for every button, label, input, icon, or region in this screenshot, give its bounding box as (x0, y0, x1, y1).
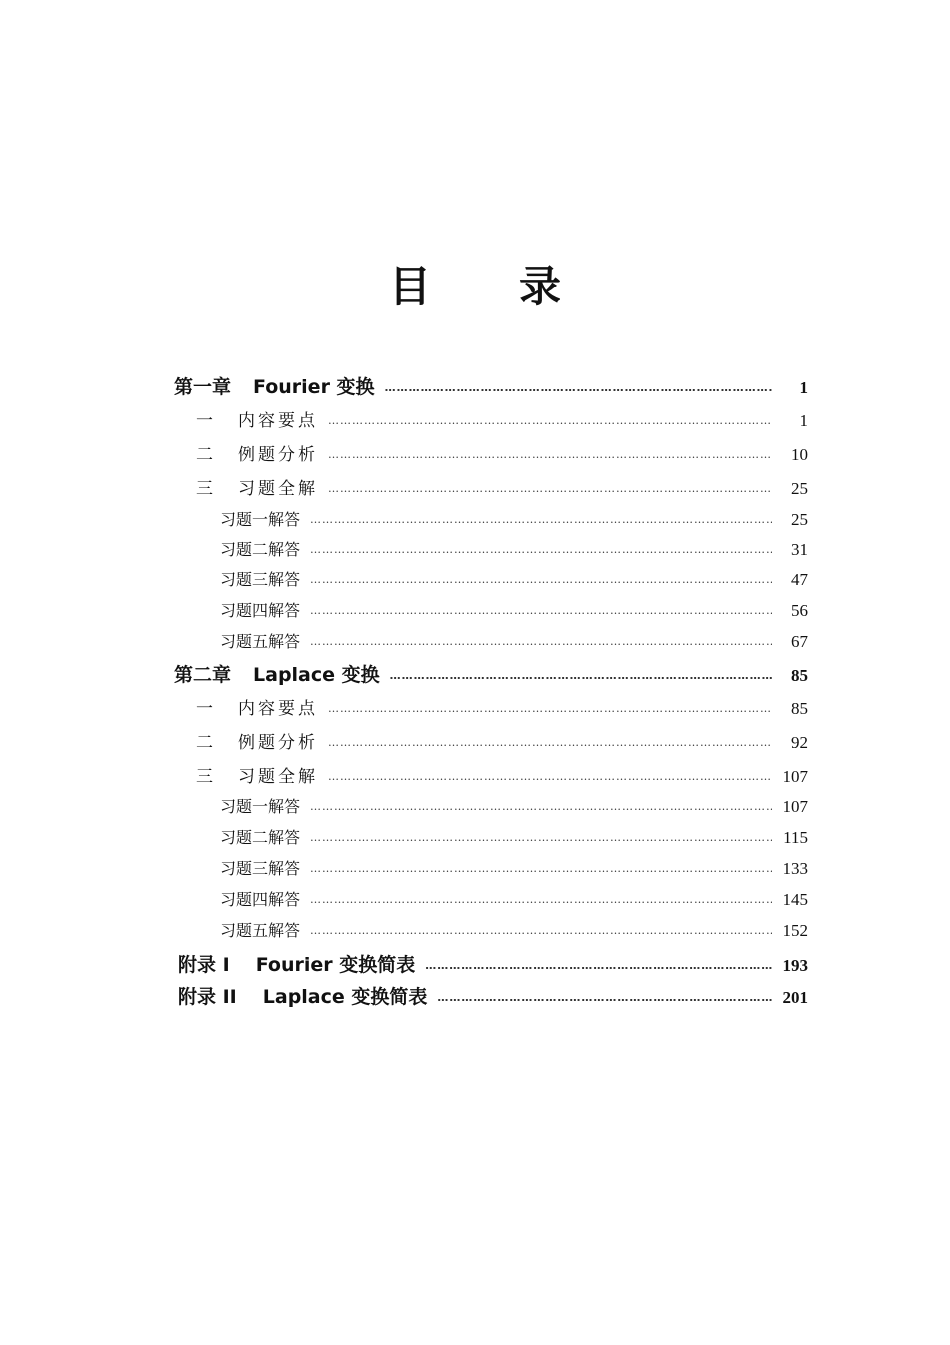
dot-leader (310, 628, 772, 656)
toc-entry-sub (220, 566, 808, 594)
toc-entry-text: 习题一解答 (220, 797, 301, 816)
toc-entry-label (196, 729, 318, 757)
toc-entry-number: 第一章 (174, 376, 232, 398)
toc-entry-page: 107 (782, 767, 808, 786)
toc-entry-label (196, 441, 318, 469)
toc-entry-sub (220, 536, 808, 564)
toc-entry-label (174, 373, 375, 401)
toc-entry-page: 201 (782, 988, 808, 1007)
toc-entry-text: 习题二解答 (220, 828, 301, 847)
toc-entry-text: 习题二解答 (220, 540, 301, 559)
toc-entry-label (220, 886, 300, 914)
toc-entry-text: 例题分析 (238, 445, 318, 465)
toc-entry-page: 47 (791, 570, 808, 589)
toc-entry-label (220, 597, 300, 625)
toc-entry-text: 习题全解 (238, 479, 318, 499)
toc-entry-text: 例题分析 (238, 733, 318, 753)
toc-entry-sub (220, 824, 808, 852)
toc-entry-label (220, 506, 300, 534)
toc-entry-section (196, 475, 808, 503)
toc-entry-sub (220, 793, 808, 821)
toc-entry-label (220, 793, 300, 821)
toc-entry-label (220, 566, 300, 594)
toc-entry-page: 67 (791, 632, 808, 651)
toc-entry-sub (220, 855, 808, 883)
dot-leader (425, 952, 772, 980)
toc-entry-text: 习题五解答 (220, 632, 301, 651)
toc-entry-section (196, 441, 808, 469)
dot-leader (310, 886, 772, 914)
toc-entry-chapter (174, 661, 808, 689)
toc-entry-page: 92 (791, 733, 808, 752)
dot-leader (437, 984, 772, 1012)
toc-entry-section (196, 729, 808, 757)
dot-leader (310, 824, 772, 852)
toc-entry-page: 56 (791, 601, 808, 620)
toc-entry-number: 一 (196, 411, 216, 431)
toc-entry-page: 31 (791, 540, 808, 559)
toc-entry-page: 107 (782, 797, 808, 816)
toc-entry-section (196, 407, 808, 435)
dot-leader (328, 763, 772, 791)
dot-leader (328, 475, 772, 503)
toc-entry-number: 三 (196, 479, 216, 499)
toc-entry-label (220, 824, 300, 852)
toc-entry-page: 145 (782, 890, 808, 909)
toc-entry-section (196, 763, 808, 791)
dot-leader (310, 855, 772, 883)
toc-entry-page: 25 (791, 510, 808, 529)
toc-entry-label (174, 661, 380, 689)
toc-entry-text: 习题三解答 (220, 570, 301, 589)
toc-entry-text: 习题全解 (238, 767, 318, 787)
dot-leader (310, 536, 772, 564)
toc-entry-number: 一 (196, 699, 216, 719)
toc-entry-label (196, 475, 318, 503)
toc-entry-page: 193 (782, 956, 808, 975)
toc-entry-label (178, 983, 427, 1011)
dot-leader (385, 374, 772, 402)
dot-leader (310, 566, 772, 594)
toc-entry-number: 附录 II (178, 986, 237, 1008)
toc-entry-number: 三 (196, 767, 216, 787)
toc-entry-appendix (178, 951, 808, 979)
toc-entry-page: 152 (782, 921, 808, 940)
dot-leader (328, 729, 772, 757)
toc-entry-sub (220, 917, 808, 945)
dot-leader (310, 506, 772, 534)
toc-entry-page: 115 (783, 828, 808, 847)
toc-entry-page: 1 (799, 378, 808, 397)
toc-entry-section (196, 695, 808, 723)
toc-entry-text: 习题五解答 (220, 921, 301, 940)
toc-entry-number: 第二章 (174, 664, 232, 686)
toc-entry-text: 内容要点 (238, 411, 318, 431)
toc-entry-page: 85 (791, 666, 808, 685)
toc-entry-text: Fourier 变换简表 (255, 954, 416, 976)
toc-entry-sub (220, 628, 808, 656)
toc-entry-page: 1 (799, 411, 808, 430)
dot-leader (390, 662, 772, 690)
dot-leader (310, 597, 772, 625)
toc-entry-number: 附录 I (178, 954, 230, 976)
toc-entry-page: 10 (791, 445, 808, 464)
dot-leader (310, 917, 772, 945)
toc-entry-sub (220, 506, 808, 534)
toc-entry-label (196, 407, 318, 435)
toc-entry-text: Fourier 变换 (253, 376, 375, 398)
title-char-1: 目 (388, 262, 431, 311)
toc-entry-text: 习题四解答 (220, 601, 301, 620)
dot-leader (328, 407, 772, 435)
toc-entry-label (220, 855, 300, 883)
toc-entry-page: 85 (791, 699, 808, 718)
toc-entry-text: 内容要点 (238, 699, 318, 719)
toc-entry-chapter (174, 373, 808, 401)
toc-entry-appendix (178, 983, 808, 1011)
toc-entry-label (220, 536, 300, 564)
toc-entry-number: 二 (196, 733, 216, 753)
toc-entry-sub (220, 597, 808, 625)
dot-leader (328, 695, 772, 723)
toc-entry-label (220, 917, 300, 945)
toc-entry-text: Laplace 变换简表 (262, 986, 428, 1008)
toc-entry-label (196, 763, 318, 791)
toc-entry-sub (220, 886, 808, 914)
toc-entry-page: 25 (791, 479, 808, 498)
toc-entry-text: Laplace 变换 (253, 664, 380, 686)
dot-leader (328, 441, 772, 469)
toc-entry-text: 习题四解答 (220, 890, 301, 909)
toc-entry-number: 二 (196, 445, 216, 465)
toc-entry-text: 习题三解答 (220, 859, 301, 878)
toc-entry-label (178, 951, 415, 979)
toc-entry-label (196, 695, 318, 723)
toc-entry-page: 133 (782, 859, 808, 878)
title-char-2: 录 (519, 262, 562, 311)
toc-entry-text: 习题一解答 (220, 510, 301, 529)
toc-entry-label (220, 628, 300, 656)
dot-leader (310, 793, 772, 821)
